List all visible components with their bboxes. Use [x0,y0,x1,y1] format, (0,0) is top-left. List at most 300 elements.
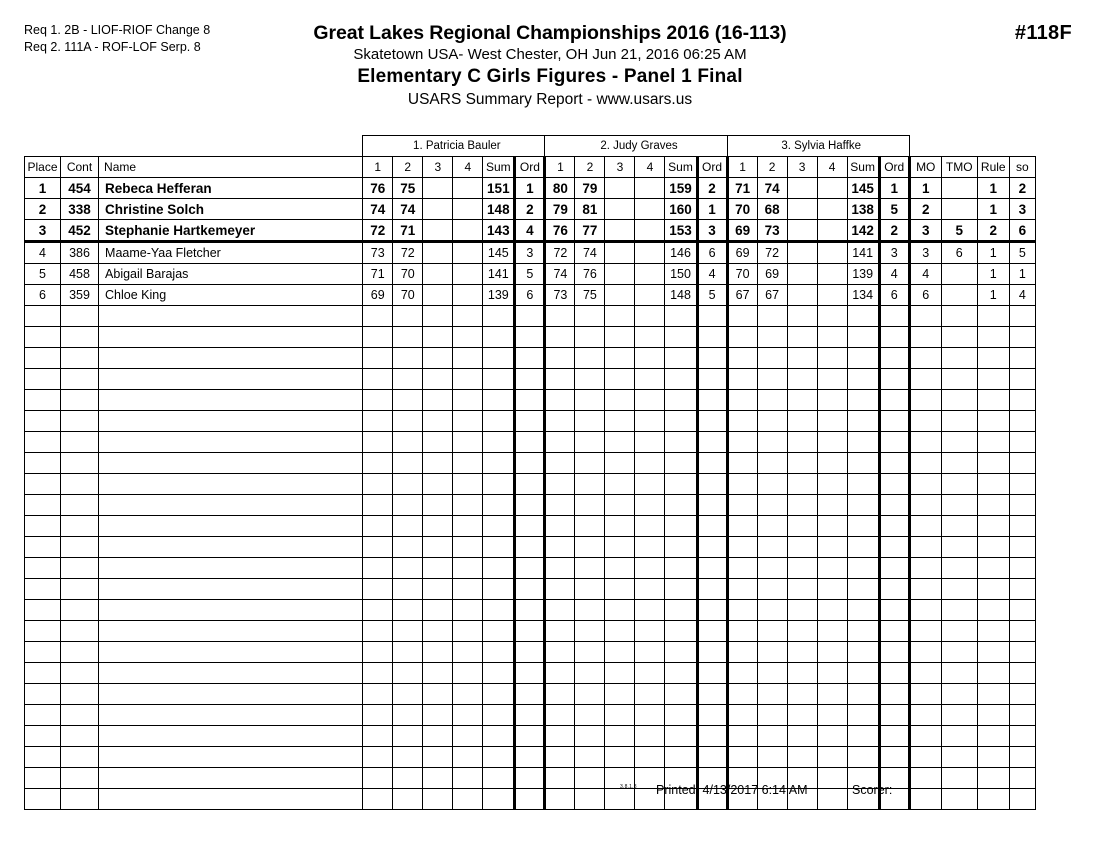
cell-j3-score4 [817,579,847,600]
cell-j3-sum: 134 [847,285,879,306]
cell-tmo [941,453,977,474]
cell-place [25,558,61,579]
cell-name [99,705,363,726]
cell-j3-ord [879,348,909,369]
cell-place [25,747,61,768]
cell-j1-score4 [453,516,483,537]
cell-j2-score4 [635,747,665,768]
cell-name: Chloe King [99,285,363,306]
cell-j3-sum [847,558,879,579]
cell-j3-sum [847,579,879,600]
cell-j3-ord [879,516,909,537]
cell-j3-score2 [757,390,787,411]
cell-cont [61,537,99,558]
cell-j1-sum [483,453,515,474]
cell-rule [977,516,1009,537]
cell-j1-ord [515,327,545,348]
cell-rule: 1 [977,199,1009,220]
cell-j1-score1 [363,495,393,516]
cell-j2-score2 [575,663,605,684]
cell-j2-ord [697,348,727,369]
cell-j1-score2: 75 [393,178,423,199]
cell-j1-ord: 6 [515,285,545,306]
version-label: 3.8.1.8 [620,784,637,790]
cell-j2-score1 [545,684,575,705]
cell-j2-sum [665,558,697,579]
cell-j3-score1 [727,306,757,327]
cell-place: 3 [25,220,61,242]
header-j1-score4: 4 [453,157,483,178]
cell-j3-score3 [787,453,817,474]
cell-j1-ord: 4 [515,220,545,242]
cell-j2-score4 [635,726,665,747]
cell-j3-score1: 67 [727,285,757,306]
cell-cont [61,348,99,369]
cell-j2-score1 [545,495,575,516]
cell-place [25,663,61,684]
header-j3-sum: Sum [847,157,879,178]
cell-j1-ord [515,390,545,411]
cell-j2-score1 [545,705,575,726]
cell-j2-score3 [605,264,635,285]
cell-j1-sum: 139 [483,285,515,306]
cell-j2-ord [697,537,727,558]
cell-so [1009,411,1035,432]
cell-so [1009,474,1035,495]
cell-j3-sum [847,537,879,558]
cell-tmo [941,663,977,684]
cell-j1-score4 [453,684,483,705]
cell-j1-score1 [363,726,393,747]
cell-cont [61,327,99,348]
cell-j2-score3 [605,600,635,621]
cell-rule [977,684,1009,705]
cell-j3-score4 [817,242,847,264]
cell-j2-score2 [575,642,605,663]
cell-j3-sum [847,621,879,642]
cell-j2-score3 [605,747,635,768]
cell-j3-score3 [787,537,817,558]
cell-tmo [941,474,977,495]
cell-j1-score3 [423,411,453,432]
cell-j2-score1 [545,663,575,684]
cell-j2-score3 [605,726,635,747]
cell-tmo: 6 [941,242,977,264]
cell-j3-ord [879,621,909,642]
header-j1-score2: 2 [393,157,423,178]
cell-j3-score2 [757,684,787,705]
cell-cont: 386 [61,242,99,264]
cell-j3-score1 [727,327,757,348]
cell-j2-score3 [605,474,635,495]
cell-j3-score4 [817,220,847,242]
cell-j2-sum [665,411,697,432]
cell-name [99,369,363,390]
cell-j3-score3 [787,199,817,220]
cell-j1-score3 [423,432,453,453]
cell-j1-score4 [453,747,483,768]
cell-j1-score2 [393,474,423,495]
cell-j3-score3 [787,600,817,621]
table-row-empty [25,306,1036,327]
cell-mo: 3 [909,242,941,264]
cell-j1-ord [515,495,545,516]
cell-j3-ord [879,390,909,411]
header-j3-score4: 4 [817,157,847,178]
cell-j3-score2 [757,726,787,747]
cell-j2-score3 [605,199,635,220]
cell-name: Abigail Barajas [99,264,363,285]
title-block [0,22,1100,111]
cell-j1-score4 [453,453,483,474]
cell-tmo [941,495,977,516]
cell-rule: 2 [977,220,1009,242]
cell-j2-score1 [545,579,575,600]
cell-j1-sum: 141 [483,264,515,285]
cell-j2-score4 [635,558,665,579]
cell-j1-score1: 72 [363,220,393,242]
cell-j2-score2: 76 [575,264,605,285]
cell-j1-score4 [453,663,483,684]
cell-j1-score2 [393,327,423,348]
cell-j1-score3 [423,747,453,768]
cell-tmo: 5 [941,220,977,242]
table-row-empty [25,747,1036,768]
cell-j2-score1: 79 [545,199,575,220]
cell-j2-sum [665,621,697,642]
cell-cont: 359 [61,285,99,306]
cell-j3-score3 [787,474,817,495]
cell-j1-score2 [393,432,423,453]
cell-j3-score4 [817,726,847,747]
cell-mo [909,516,941,537]
cell-j3-score1 [727,432,757,453]
cell-rule [977,600,1009,621]
cell-j3-score4 [817,684,847,705]
cell-place [25,327,61,348]
cell-j1-score2: 71 [393,220,423,242]
cell-j1-score4 [453,705,483,726]
cell-so: 4 [1009,285,1035,306]
cell-mo: 3 [909,220,941,242]
cell-place [25,579,61,600]
cell-j2-score4 [635,705,665,726]
cell-name [99,537,363,558]
cell-j3-score3 [787,621,817,642]
cell-j3-ord [879,600,909,621]
cell-j1-score3 [423,453,453,474]
cell-j1-ord [515,474,545,495]
header-so: so [1009,157,1035,178]
table-row-empty [25,495,1036,516]
cell-j2-score2 [575,306,605,327]
cell-j1-score3 [423,178,453,199]
cell-j2-score3 [605,327,635,348]
cell-j2-score4 [635,327,665,348]
header-rule: Rule [977,157,1009,178]
cell-j3-ord [879,558,909,579]
cell-place [25,621,61,642]
cell-j1-sum [483,474,515,495]
cell-j2-ord: 5 [697,285,727,306]
table-row-empty [25,411,1036,432]
cell-j3-score4 [817,348,847,369]
table-row-empty [25,642,1036,663]
cell-j1-score1 [363,621,393,642]
cell-j1-score2: 74 [393,199,423,220]
cell-place: 2 [25,199,61,220]
cell-j2-score2 [575,747,605,768]
header-j2-score4: 4 [635,157,665,178]
cell-j2-score2 [575,684,605,705]
cell-j3-sum [847,327,879,348]
cell-j3-score4 [817,327,847,348]
cell-mo [909,306,941,327]
table-row-empty [25,684,1036,705]
cell-cont [61,558,99,579]
cell-mo [909,705,941,726]
cell-j2-score4 [635,600,665,621]
cell-mo [909,600,941,621]
cell-name [99,327,363,348]
cell-so [1009,327,1035,348]
cell-so [1009,621,1035,642]
cell-j3-sum [847,432,879,453]
cell-j1-score3 [423,369,453,390]
table-row-empty [25,474,1036,495]
division-title: Elementary C Girls Figures - Panel 1 Final [357,66,743,87]
cell-j2-sum [665,495,697,516]
cell-j3-score4 [817,621,847,642]
cell-j1-score2 [393,390,423,411]
cell-tmo [941,285,977,306]
cell-j1-score3 [423,306,453,327]
cell-name [99,516,363,537]
cell-j1-score2 [393,684,423,705]
cell-j3-score3 [787,348,817,369]
cell-j3-ord [879,453,909,474]
cell-cont [61,453,99,474]
cell-j2-score1 [545,747,575,768]
cell-rule [977,327,1009,348]
cell-j1-score4 [453,220,483,242]
cell-j3-score4 [817,747,847,768]
cell-j1-score4 [453,327,483,348]
cell-j1-sum: 145 [483,242,515,264]
cell-rule [977,747,1009,768]
cell-j3-ord: 6 [879,285,909,306]
cell-j2-score2 [575,432,605,453]
cell-j1-sum [483,558,515,579]
cell-name [99,432,363,453]
cell-j2-score4 [635,663,665,684]
cell-j2-score1 [545,642,575,663]
cell-j2-score4 [635,432,665,453]
cell-j1-score2 [393,537,423,558]
cell-j3-score1 [727,663,757,684]
cell-j1-score2 [393,705,423,726]
cell-j2-score3 [605,220,635,242]
cell-j3-score1 [727,453,757,474]
cell-j2-ord [697,411,727,432]
cell-j1-score2 [393,663,423,684]
cell-j2-ord [697,453,727,474]
cell-j1-score3 [423,684,453,705]
cell-j1-score1 [363,642,393,663]
cell-tmo [941,516,977,537]
cell-j3-score3 [787,495,817,516]
cell-j1-score1 [363,411,393,432]
cell-mo [909,726,941,747]
cell-j2-score1 [545,306,575,327]
cell-j1-score1: 71 [363,264,393,285]
cell-j2-score1: 76 [545,220,575,242]
cell-so [1009,348,1035,369]
cell-j2-score4 [635,306,665,327]
cell-j2-score2 [575,516,605,537]
cell-j2-score4 [635,390,665,411]
cell-j2-score2: 75 [575,285,605,306]
cell-rule [977,306,1009,327]
table-row-empty [25,579,1036,600]
cell-j1-sum [483,390,515,411]
cell-j1-ord [515,537,545,558]
cell-so [1009,600,1035,621]
cell-j1-score3 [423,348,453,369]
cell-j1-score3 [423,558,453,579]
cell-j3-score2 [757,747,787,768]
cell-mo: 6 [909,285,941,306]
cell-j1-score1 [363,600,393,621]
cell-j1-ord [515,747,545,768]
cell-mo: 4 [909,264,941,285]
cell-j2-score2 [575,621,605,642]
cell-j3-ord [879,369,909,390]
cell-j1-ord [515,621,545,642]
cell-j1-score3 [423,705,453,726]
cell-j2-sum: 146 [665,242,697,264]
cell-j3-score3 [787,306,817,327]
cell-name: Stephanie Hartkemeyer [99,220,363,242]
cell-j3-score3 [787,264,817,285]
cell-j2-score3 [605,242,635,264]
cell-j3-ord [879,579,909,600]
cell-j3-score1 [727,348,757,369]
cell-rule [977,663,1009,684]
cell-j2-score2 [575,390,605,411]
cell-j3-score2 [757,516,787,537]
results-sheet [24,135,1036,810]
cell-j1-sum [483,726,515,747]
cell-rule: 1 [977,285,1009,306]
cell-j3-score2 [757,327,787,348]
cell-j2-score4 [635,411,665,432]
cell-j3-ord [879,726,909,747]
cell-j1-score3 [423,579,453,600]
cell-j2-score3 [605,178,635,199]
cell-j1-score2 [393,306,423,327]
cell-j1-sum: 148 [483,199,515,220]
header-j2-ord: Ord [697,157,727,178]
cell-j3-score2 [757,306,787,327]
cell-tmo [941,621,977,642]
cell-j3-ord [879,684,909,705]
header-j3-score2: 2 [757,157,787,178]
cell-rule [977,411,1009,432]
cell-j2-ord [697,621,727,642]
cell-tmo [941,306,977,327]
cell-j2-ord [697,726,727,747]
cell-mo [909,579,941,600]
cell-j1-score1 [363,516,393,537]
cell-j3-score3 [787,705,817,726]
cell-j2-sum [665,579,697,600]
cell-j1-sum [483,621,515,642]
cell-j2-ord [697,600,727,621]
header-cont: Cont [61,157,99,178]
cell-j2-ord [697,747,727,768]
cell-j1-ord [515,516,545,537]
cell-cont [61,306,99,327]
cell-j3-score3 [787,220,817,242]
cell-so: 2 [1009,178,1035,199]
cell-j1-score1 [363,558,393,579]
cell-j2-score4 [635,579,665,600]
cell-j1-score4 [453,369,483,390]
table-row-empty [25,705,1036,726]
cell-j1-score2 [393,495,423,516]
cell-j3-sum [847,306,879,327]
cell-j3-score2 [757,537,787,558]
cell-j1-score3 [423,474,453,495]
cell-tmo [941,178,977,199]
cell-place [25,369,61,390]
cell-j3-score4 [817,199,847,220]
cell-j3-sum [847,705,879,726]
cell-mo [909,663,941,684]
cell-j2-score1 [545,537,575,558]
cell-j1-score4 [453,199,483,220]
cell-j2-score1 [545,516,575,537]
cell-j3-sum: 142 [847,220,879,242]
header-name: Name [99,157,363,178]
cell-j2-sum: 160 [665,199,697,220]
cell-cont [61,726,99,747]
cell-j1-score1 [363,369,393,390]
cell-j1-sum [483,495,515,516]
cell-j3-ord [879,537,909,558]
cell-j2-ord [697,705,727,726]
cell-j1-sum [483,663,515,684]
cell-j2-score4 [635,369,665,390]
cell-j3-score2: 67 [757,285,787,306]
cell-name [99,663,363,684]
cell-j1-ord [515,663,545,684]
cell-j2-score3 [605,579,635,600]
cell-rule: 1 [977,242,1009,264]
cell-j3-score3 [787,516,817,537]
cell-j1-score3 [423,663,453,684]
cell-so [1009,558,1035,579]
cell-j2-score1 [545,327,575,348]
cell-j3-score3 [787,747,817,768]
cell-cont [61,600,99,621]
cell-j2-score2 [575,495,605,516]
table-row [25,242,1036,264]
cell-j1-ord [515,558,545,579]
results-rows [25,178,1036,810]
cell-j3-score1 [727,726,757,747]
